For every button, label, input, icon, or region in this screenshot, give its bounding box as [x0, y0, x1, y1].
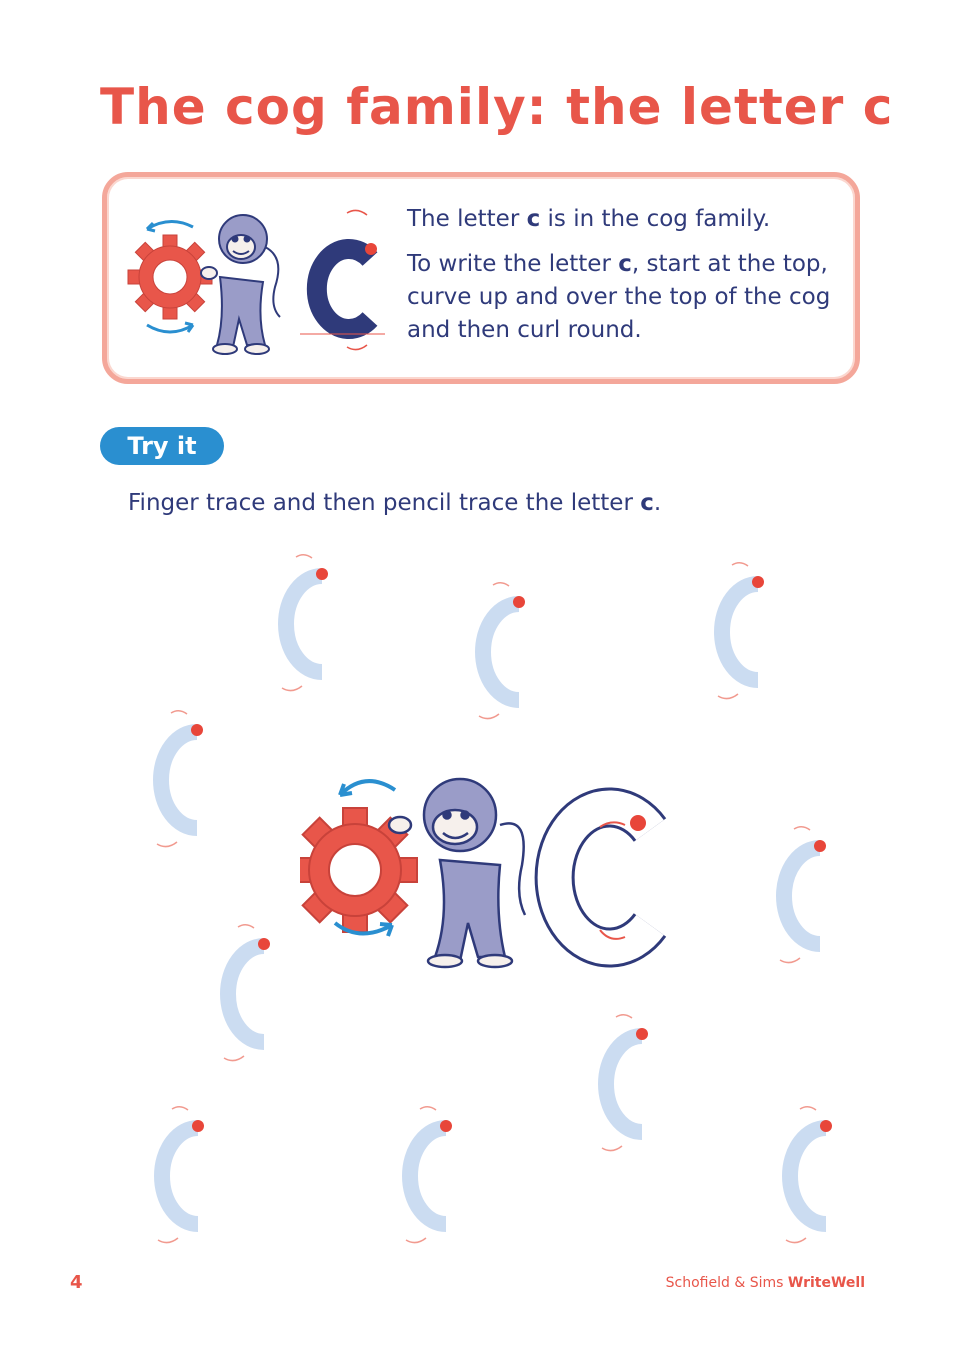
trace-letter-c[interactable]	[744, 1100, 854, 1250]
trace-letter-c[interactable]	[738, 820, 848, 970]
info-text	[407, 203, 847, 359]
page-title: The cog family: the letter c	[100, 78, 894, 136]
letter-c-outline-icon	[555, 808, 650, 948]
footer-brand: Schofield & Sims WriteWell	[665, 1275, 865, 1291]
trace-letter-c[interactable]	[240, 548, 350, 698]
try-it-tab: Try it	[100, 427, 224, 465]
trace-letter-c[interactable]	[437, 576, 547, 726]
info-line-1: The letter c is in the cog family.	[407, 206, 771, 232]
instruction-text: Finger trace and then pencil trace the letter c.	[128, 490, 662, 516]
monkey-icon	[201, 215, 280, 354]
trace-letter-c[interactable]	[560, 1008, 670, 1158]
letter-c-icon	[300, 210, 385, 349]
trace-letter-c[interactable]	[676, 556, 786, 706]
cog-monkey-illustration	[125, 207, 385, 357]
trace-letter-c[interactable]	[115, 704, 225, 854]
cog-icon	[128, 235, 212, 319]
trace-letter-c[interactable]	[116, 1100, 226, 1250]
page-number: 4	[70, 1272, 83, 1293]
info-box	[102, 172, 860, 384]
info-line-2: To write the letter c, start at the top, curve up and over the top of the cog and then curl round.	[407, 251, 831, 343]
trace-letter-c[interactable]	[364, 1100, 474, 1250]
trace-letter-c[interactable]	[182, 918, 292, 1068]
central-illustration	[300, 765, 680, 980]
